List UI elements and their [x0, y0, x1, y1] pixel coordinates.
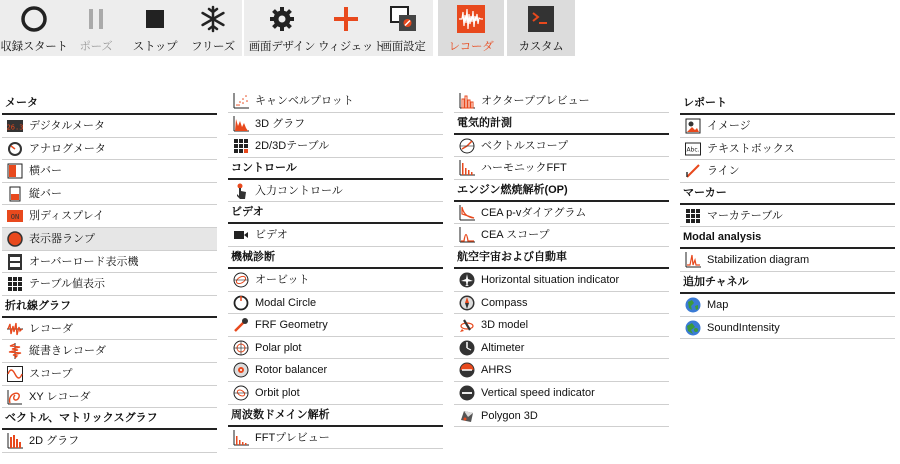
widget-item-label: Vertical speed indicator: [481, 386, 595, 399]
widget-item[interactable]: [228, 224, 443, 247]
tab-recorder-label: レコーダ: [448, 41, 494, 53]
widget-item-label: アナログメータ: [29, 142, 106, 155]
widget-item-label: 縦書きレコーダ: [29, 345, 106, 358]
widget-item[interactable]: [2, 183, 217, 206]
widget-item[interactable]: [454, 314, 669, 337]
widget-item[interactable]: [228, 382, 443, 405]
fft-preview-icon: [233, 430, 249, 446]
widget-item[interactable]: [454, 202, 669, 225]
widget-column-3: [454, 90, 669, 427]
pause-button[interactable]: [66, 0, 126, 56]
widget-item[interactable]: [454, 135, 669, 158]
widget-item[interactable]: [680, 205, 895, 228]
widget-label: ウィジェット: [318, 41, 385, 53]
widget-item-label: CEA スコープ: [481, 229, 550, 242]
widget-item[interactable]: [228, 269, 443, 292]
widget-item-label: FRF Geometry: [255, 319, 328, 332]
widget-item-label: オービット: [255, 273, 310, 286]
section-header: Modal analysis: [680, 227, 895, 249]
campbell-plot-icon: [233, 93, 249, 109]
widget-item-label: 横バー: [29, 165, 62, 178]
section-header: 電気的計測: [454, 113, 669, 135]
widget-column-4: [680, 93, 895, 339]
widget-item[interactable]: [454, 405, 669, 428]
tab-custom[interactable]: [507, 0, 575, 56]
widget-item-label: 別ディスプレイ: [29, 210, 105, 223]
octave-preview-icon: [459, 93, 475, 109]
widget-item[interactable]: [2, 318, 217, 341]
widget-item[interactable]: [2, 138, 217, 161]
altimeter-icon: [459, 340, 475, 356]
widget-item[interactable]: [228, 337, 443, 360]
widget-item-label: Altimeter: [481, 341, 525, 354]
table-values-icon: [7, 276, 23, 292]
tab-custom-label: カスタム: [518, 41, 564, 53]
pause-label: ポーズ: [79, 41, 113, 53]
horizontal-bar-icon: [7, 163, 23, 179]
vertical-recorder-icon: [7, 343, 23, 359]
record-start-button[interactable]: [0, 0, 68, 56]
plus-icon: [331, 4, 361, 34]
section-header: マーカー: [680, 183, 895, 205]
frf-geometry-icon: [233, 317, 249, 333]
section-header: 追加チャネル: [680, 272, 895, 294]
input-control-icon: [233, 183, 249, 199]
gear-icon: [267, 4, 297, 34]
stop-label: ストップ: [132, 41, 178, 53]
freeze-button[interactable]: [184, 0, 242, 56]
section-header: ベクトル、マトリックスグラフ: [2, 408, 217, 430]
textbox-icon: [685, 141, 701, 157]
stop-icon: [140, 4, 170, 34]
widget-item-label: 表示器ランプ: [29, 232, 95, 245]
widget-item[interactable]: [454, 269, 669, 292]
cea-scope-icon: [459, 227, 475, 243]
widget-item-label: オーバーロード表示機: [29, 255, 139, 268]
widget-item-label: テーブル値表示: [29, 278, 106, 291]
orbit-icon: [233, 272, 249, 288]
section-header: ビデオ: [228, 202, 443, 224]
widget-item-label: AHRS: [481, 364, 512, 377]
widget-item[interactable]: [454, 337, 669, 360]
widget-item[interactable]: [454, 359, 669, 382]
orbit-plot-icon: [233, 385, 249, 401]
image-icon: [685, 118, 701, 134]
widget-item[interactable]: [228, 359, 443, 382]
widget-item[interactable]: [454, 292, 669, 315]
widget-item-label: 2D/3Dテーブル: [255, 140, 330, 153]
snowflake-icon: [198, 4, 228, 34]
toolbar: [0, 0, 900, 58]
screen-design-label: 画面デザイン: [248, 41, 316, 53]
2d-graph-icon: [7, 433, 23, 449]
stabilization-diagram-icon: [685, 252, 701, 268]
line-icon: [685, 163, 701, 179]
widget-item[interactable]: [680, 317, 895, 340]
ahrs-icon: [459, 362, 475, 378]
vectorscope-icon: [459, 138, 475, 154]
indicator-lamp-icon: [7, 231, 23, 247]
record-start-label: 収録スタート: [0, 41, 68, 53]
widget-item[interactable]: [228, 292, 443, 315]
modal-circle-icon: [233, 295, 249, 311]
compass-icon: [459, 295, 475, 311]
widget-item-label: Orbit plot: [255, 386, 300, 399]
widget-item-label: 2D グラフ: [29, 435, 80, 448]
widget-item-label: スコープ: [29, 367, 73, 380]
screen-settings-button[interactable]: [374, 0, 432, 56]
widget-item-label: 入力コントロール: [255, 184, 343, 197]
svg-text:26.3: 26.3: [7, 123, 23, 132]
separate-display-icon: [7, 208, 23, 224]
widget-item[interactable]: [680, 115, 895, 138]
record-icon: [19, 4, 49, 34]
widget-item[interactable]: [228, 135, 443, 158]
section-header: エンジン燃焼解析(OP): [454, 180, 669, 202]
widget-item[interactable]: [2, 160, 217, 183]
video-icon: [233, 227, 249, 243]
pause-icon: [81, 4, 111, 34]
widget-item-label: Rotor balancer: [255, 364, 328, 377]
widget-item-label: ハーモニックFFT: [481, 162, 567, 175]
xy-recorder-icon: [7, 389, 23, 405]
widget-item[interactable]: [2, 386, 217, 409]
3d-model-icon: [459, 317, 475, 333]
widget-item[interactable]: [228, 113, 443, 136]
sound-intensity-icon: [685, 320, 701, 336]
widget-item[interactable]: [228, 180, 443, 203]
widget-item[interactable]: [2, 273, 217, 296]
widget-item-label: マーカテーブル: [707, 209, 783, 222]
analog-meter-icon: [7, 141, 23, 157]
section-header: メータ: [2, 93, 217, 115]
widget-item-label: キャンベルプロット: [255, 95, 354, 107]
widget-item-label: FFTプレビュー: [255, 431, 330, 444]
polygon-3d-icon: [459, 408, 475, 424]
recorder-icon: [7, 321, 23, 337]
widget-item[interactable]: [680, 249, 895, 272]
scope-icon: [7, 366, 23, 382]
section-header: 周波数ドメイン解析: [228, 405, 443, 427]
overload-indicator-icon: [7, 254, 23, 270]
widget-item-label: Polar plot: [255, 341, 302, 354]
svg-text:Abc.: Abc.: [686, 146, 700, 154]
widget-item[interactable]: [680, 138, 895, 161]
widget-item-label: イメージ: [707, 120, 751, 132]
2d-3d-table-icon: [233, 138, 249, 154]
cea-pv-diagram-icon: [459, 205, 475, 221]
widget-item[interactable]: [2, 430, 217, 453]
vertical-bar-icon: [7, 186, 23, 202]
widget-item-label: CEA p-vダイアグラム: [481, 206, 587, 219]
screen-design-button[interactable]: [246, 0, 318, 56]
section-header: 航空宇宙および自動車: [454, 247, 669, 269]
widget-item-label: 3D model: [481, 319, 529, 332]
widget-item-label: Polygon 3D: [481, 409, 538, 422]
widget-item-label: ライン: [707, 165, 740, 178]
widget-item-label: ベクトルスコープ: [481, 139, 569, 152]
widget-item-label: 3D グラフ: [255, 117, 306, 130]
svg-text:ON: ON: [10, 213, 20, 222]
widget-column-1: [2, 93, 217, 453]
widget-item[interactable]: [454, 224, 669, 247]
widget-item[interactable]: [2, 228, 217, 251]
widget-item-label: デジタルメータ: [29, 120, 106, 132]
screen-settings-label: 画面設定: [380, 41, 426, 53]
section-header: レポート: [680, 93, 895, 115]
widget-item[interactable]: [228, 427, 443, 450]
section-header: 機械診断: [228, 247, 443, 269]
section-header: コントロール: [228, 158, 443, 180]
widget-item-label: Stabilization diagram: [707, 254, 810, 267]
widget-item[interactable]: [454, 90, 669, 113]
3d-graph-icon: [233, 116, 249, 132]
widget-item[interactable]: [454, 382, 669, 405]
widget-button[interactable]: [318, 0, 385, 56]
stop-button[interactable]: [126, 0, 184, 56]
map-icon: [685, 297, 701, 313]
widget-item[interactable]: [228, 90, 443, 113]
polar-plot-icon: [233, 340, 249, 356]
vertical-speed-icon: [459, 385, 475, 401]
tab-recorder[interactable]: [438, 0, 504, 56]
rotor-balancer-icon: [233, 362, 249, 378]
widget-item[interactable]: [2, 115, 217, 138]
widget-item-label: ビデオ: [255, 229, 288, 242]
widget-item[interactable]: [2, 205, 217, 228]
widget-item-label: レコーダ: [29, 322, 73, 335]
widget-item-label: SoundIntensity: [707, 321, 780, 334]
digital-meter-icon: [7, 118, 23, 134]
terminal-icon: [526, 4, 556, 34]
hsi-icon: [459, 272, 475, 288]
widget-item-label: 縦バー: [29, 187, 62, 200]
widget-item[interactable]: [2, 340, 217, 363]
widget-item-label: Map: [707, 298, 729, 311]
widget-item[interactable]: [680, 294, 895, 317]
widget-item-label: オクタープブレビュー: [481, 95, 590, 107]
widget-item[interactable]: [2, 251, 217, 274]
widget-item[interactable]: [228, 314, 443, 337]
widget-column-2: [228, 90, 443, 449]
waveform-icon: [456, 4, 486, 34]
screen-settings-icon: [388, 4, 418, 34]
widget-item-label: Compass: [481, 296, 528, 309]
widget-item[interactable]: [680, 160, 895, 183]
widget-item[interactable]: [454, 157, 669, 180]
widget-item-label: テキストボックス: [707, 142, 795, 155]
harmonic-fft-icon: [459, 160, 475, 176]
widget-item-label: Modal Circle: [255, 296, 317, 309]
widget-item-label: Horizontal situation indicator: [481, 273, 620, 286]
section-header: 折れ線グラフ: [2, 296, 217, 318]
marker-table-icon: [685, 208, 701, 224]
widget-item-label: XY レコーダ: [29, 390, 91, 403]
freeze-label: フリーズ: [191, 41, 235, 53]
widget-item[interactable]: [2, 363, 217, 386]
